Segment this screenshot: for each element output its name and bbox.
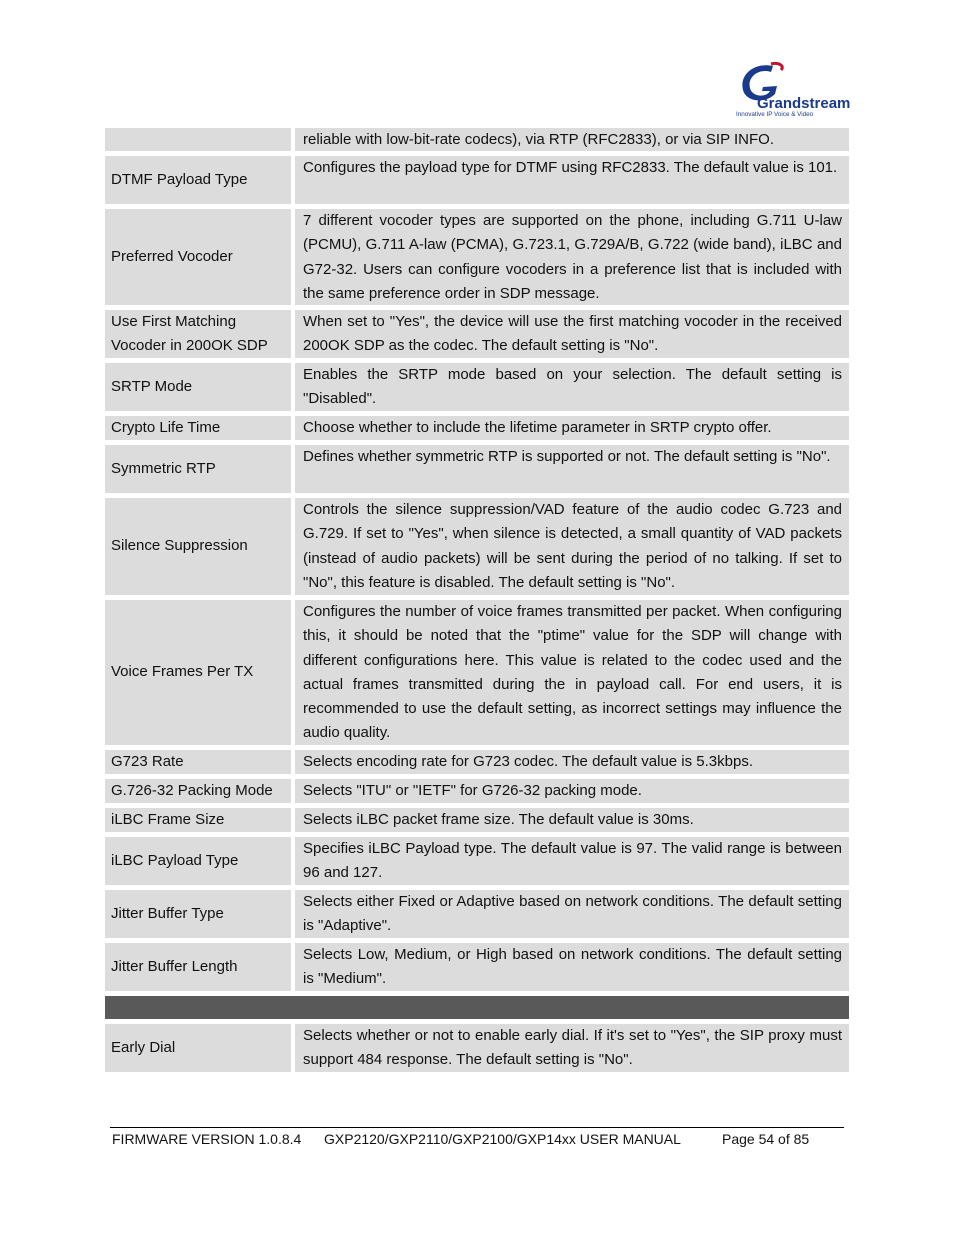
- table-row: [105, 1024, 849, 1072]
- setting-name: Jitter Buffer Length: [105, 943, 291, 991]
- table-row: [105, 209, 849, 305]
- setting-name: G.726-32 Packing Mode: [105, 779, 291, 803]
- setting-description: Configures the number of voice frames transmitted per packet. When configuring this, it should be noted that the "ptime" value for the SDP will change with different configurations here. This value is related to the codec used and the actual frames transmitted during the in payload call. For end users, it is recommended to use the default setting, as incorrect settings may influence the audio quality.: [295, 600, 849, 745]
- setting-name: Preferred Vocoder: [105, 209, 291, 305]
- table-row: [105, 750, 849, 774]
- setting-description: 7 different vocoder types are supported on the phone, including G.711 U-law (PCMU), G.711 A-law (PCMA), G.723.1, G.729A/B, G.722 (wide band), iLBC and G72-32. Users can configure vocoders in a preference list that is included with the same preference order in SDP message.: [295, 209, 849, 305]
- table-row: [105, 808, 849, 832]
- section-header-bar: [105, 996, 849, 1019]
- setting-name: DTMF Payload Type: [105, 156, 291, 204]
- setting-description: Enables the SRTP mode based on your selection. The default setting is "Disabled".: [295, 363, 849, 411]
- setting-description: Selects "ITU" or "IETF" for G726-32 packing mode.: [295, 779, 849, 803]
- setting-description: Defines whether symmetric RTP is supported or not. The default setting is "No".: [295, 445, 849, 493]
- logo-tagline: Innovative IP Voice & Video: [736, 111, 814, 118]
- setting-description: Selects encoding rate for G723 codec. The default value is 5.3kbps.: [295, 750, 849, 774]
- setting-name: Symmetric RTP: [105, 445, 291, 493]
- grandstream-logo: [735, 60, 851, 120]
- setting-description: Selects Low, Medium, or High based on network conditions. The default setting is "Medium".: [295, 943, 849, 991]
- footer-manual-title: GXP2120/GXP2110/GXP2100/GXP14xx USER MANUAL: [324, 1131, 681, 1147]
- setting-description: Selects whether or not to enable early dial. If it's set to "Yes", the SIP proxy must support 484 response. The default setting is "No".: [295, 1024, 849, 1072]
- setting-name: Use First Matching Vocoder in 200OK SDP: [105, 310, 291, 358]
- setting-description: Selects either Fixed or Adaptive based on network conditions. The default setting is "Adaptive".: [295, 890, 849, 938]
- setting-name: SRTP Mode: [105, 363, 291, 411]
- setting-name: G723 Rate: [105, 750, 291, 774]
- setting-description: Choose whether to include the lifetime parameter in SRTP crypto offer.: [295, 416, 849, 440]
- table-row: [105, 890, 849, 938]
- table-row: [105, 837, 849, 885]
- footer-firmware: FIRMWARE VERSION 1.0.8.4: [112, 1131, 302, 1147]
- setting-name: Crypto Life Time: [105, 416, 291, 440]
- setting-name: iLBC Payload Type: [105, 837, 291, 885]
- setting-description: When set to "Yes", the device will use the first matching vocoder in the received 200OK SDP as the codec. The default setting is "No".: [295, 310, 849, 358]
- table-row: [105, 498, 849, 595]
- grandstream-logo-icon: [735, 60, 851, 120]
- table-row: [105, 156, 849, 204]
- setting-description: Controls the silence suppression/VAD feature of the audio codec G.723 and G.729. If set to "Yes", when silence is detected, a small quantity of VAD packets (instead of audio packets) will be sent during the period of no talking. If set to "No", this feature is disabled. The default setting is "No".: [295, 498, 849, 595]
- setting-description: Configures the payload type for DTMF using RFC2833. The default value is 101.: [295, 156, 849, 204]
- setting-name: Jitter Buffer Type: [105, 890, 291, 938]
- setting-name: Voice Frames Per TX: [105, 600, 291, 745]
- table-row: [105, 128, 849, 151]
- table-row: [105, 310, 849, 358]
- table-row: [105, 445, 849, 493]
- logo-wordmark: Grandstream: [757, 95, 851, 112]
- page-footer: [110, 1127, 844, 1147]
- setting-name: Silence Suppression: [105, 498, 291, 595]
- setting-description: Specifies iLBC Payload type. The default value is 97. The valid range is between 96 and 127.: [295, 837, 849, 885]
- table-row: [105, 943, 849, 991]
- setting-name: Early Dial: [105, 1024, 291, 1072]
- setting-description: reliable with low-bit-rate codecs), via RTP (RFC2833), or via SIP INFO.: [295, 128, 849, 151]
- table-row: [105, 363, 849, 411]
- setting-description: Selects iLBC packet frame size. The default value is 30ms.: [295, 808, 849, 832]
- table-row: [105, 600, 849, 745]
- settings-table: [105, 128, 849, 1077]
- setting-name: [105, 128, 291, 151]
- table-row: [105, 416, 849, 440]
- setting-name: iLBC Frame Size: [105, 808, 291, 832]
- footer-page-number: Page 54 of 85: [722, 1131, 810, 1147]
- table-row: [105, 779, 849, 803]
